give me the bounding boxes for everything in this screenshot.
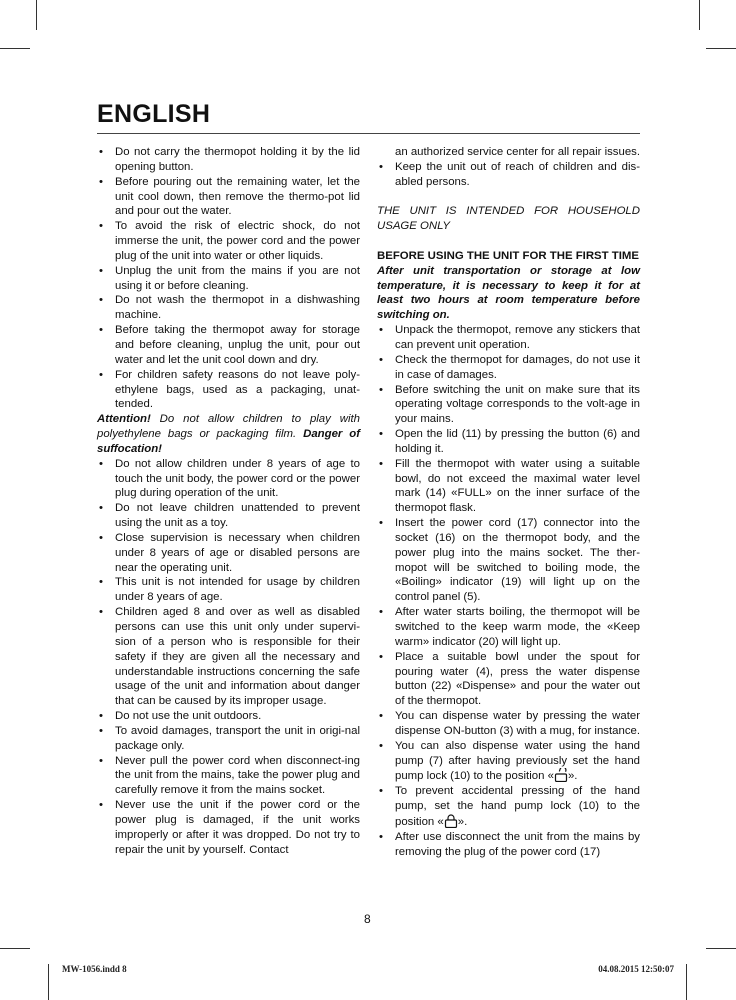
- page-heading: ENGLISH: [97, 100, 211, 128]
- list-item: • You can dispense water by pressing the water dispense ON-button (3) with a mug, for instance.: [377, 709, 640, 739]
- footer-file-name: MW-1056.indd 8: [62, 964, 127, 974]
- list-item: • To avoid damages, transport the unit in origi-nal package only.: [97, 724, 360, 754]
- list-item: • Never pull the power cord when disconnect-ing the unit from the mains, take the power plug and carefully remove it from the mains socket.: [97, 754, 360, 799]
- list-item: • After water starts boiling, the thermopot will be switched to the keep warm mode, the «Keep warm» indicator (20) will light up.: [377, 605, 640, 650]
- list-item: • Do not wash the thermopot in a dishwashing machine.: [97, 293, 360, 323]
- list-item: • Before taking the thermopot away for storage and before cleaning, unplug the unit, pour out water and let the unit cool down and dry.: [97, 323, 360, 368]
- crop-mark: [48, 964, 49, 1000]
- list-item: • This unit is not intended for usage by children under 8 years of age.: [97, 575, 360, 605]
- footer-timestamp: 04.08.2015 12:50:07: [598, 964, 674, 974]
- list-item: • Unplug the unit from the mains if you are not using it or before cleaning.: [97, 264, 360, 294]
- attention-danger: Danger of suffocation!: [97, 428, 360, 455]
- list-item: • Keep the unit out of reach of children and dis-abled persons.: [377, 160, 640, 190]
- step-text-end: ».: [457, 815, 468, 828]
- crop-mark: [0, 48, 30, 49]
- household-note: THE UNIT IS INTENDED FOR HOUSEHOLD USAGE ONLY: [377, 205, 640, 233]
- step-text: You can also dispense water using the hand pump (7) after having previously set the hand pump lock (10) to the position «: [395, 739, 640, 783]
- safety-list: [97, 145, 360, 412]
- list-item-continuation: an authorized service center for all repair issues.: [395, 146, 641, 158]
- list-item: • To avoid the risk of electric shock, do not immerse the unit, the power cord and the power plug of the unit into water or other liquids.: [97, 219, 360, 264]
- right-column: [377, 145, 640, 860]
- step-text: To prevent accidental pressing of the hand pump, set the hand pump lock (10) to the position «: [395, 785, 640, 828]
- locked-padlock-icon: [444, 814, 458, 828]
- list-item: • Do not leave children unattended to prevent using the unit as a toy.: [97, 501, 360, 531]
- section-title: BEFORE USING THE UNIT FOR THE FIRST TIME: [377, 249, 639, 262]
- list-item: • Do not use the unit outdoors.: [97, 709, 360, 724]
- crop-mark: [699, 0, 700, 30]
- crop-mark: [706, 48, 736, 49]
- safety-list-continued: [377, 145, 640, 190]
- unlocked-padlock-icon: [554, 768, 568, 782]
- list-item: • Check the thermopot for damages, do not use it in case of damages.: [377, 353, 640, 383]
- attention-label: Attention!: [97, 413, 151, 426]
- list-item: • Unpack the thermopot, remove any stickers that can prevent unit operation.: [377, 323, 640, 353]
- step-text-end: ».: [567, 770, 578, 783]
- heading-rule: [97, 133, 640, 134]
- list-item: • Fill the thermopot with water using a suitable bowl, do not exceed the maximal water level mark (14) «FULL» on the inner surface of the thermopot flask.: [377, 457, 640, 516]
- list-item: • Insert the power cord (17) connector into the socket (16) on the thermopot body, and the power plug into the mains socket. The ther-mopot will be switched to boiling mode, the «Boiling» indicator (19) will light up on the control panel (5).: [377, 516, 640, 605]
- attention-paragraph: [97, 412, 360, 457]
- list-item: • Place a suitable bowl under the spout for pouring water (4), press the water dispense button (22) «Dispense» and pour the water out of the thermopot.: [377, 650, 640, 709]
- list-item: [377, 784, 640, 830]
- crop-mark: [36, 0, 37, 30]
- first-use-steps: [377, 323, 640, 859]
- left-column: [97, 145, 360, 858]
- attention-text: Do not allow children to play with polyethylene bags or packaging film.: [97, 413, 360, 441]
- list-item: • Never use the unit if the power cord or the power plug is damaged, if the unit works improperly or after it was dropped. Do not try to repair the unit by yourself. Contact: [97, 798, 360, 857]
- list-item: • Before switching the unit on make sure that its operating voltage corresponds to the volt-age in your mains.: [377, 383, 640, 428]
- list-item: • Do not carry the thermopot holding it by the lid opening button.: [97, 145, 360, 175]
- spacer: [377, 190, 640, 205]
- page-number: 8: [364, 912, 371, 926]
- section-note: After unit transportation or storage at low temperature, it is necessary to keep it for at least two hours at room temperature before switching on.: [377, 264, 640, 322]
- list-item: • Do not allow children under 8 years of age to touch the unit body, the power cord or the power plug during operation of the unit.: [97, 457, 360, 502]
- children-safety-list: [97, 457, 360, 858]
- list-item: • Children aged 8 and over as well as disabled persons can use this unit only under supervi-sion of a person who is responsible for their safety if they are given all the necessary and understandable instructions concerning the safe usage of the unit and information about danger that can be caused by its improper usage.: [97, 605, 360, 709]
- list-item: • Before pouring out the remaining water, let the unit cool down, then remove the thermo-pot lid and pour out the water.: [97, 175, 360, 220]
- list-item: [377, 739, 640, 785]
- list-item: • For children safety reasons do not leave poly-ethylene bags, used as a packaging, unat-tended.: [97, 368, 360, 413]
- list-item: • Open the lid (11) by pressing the button (6) and holding it.: [377, 427, 640, 457]
- crop-mark: [0, 948, 30, 949]
- list-item: • After use disconnect the unit from the mains by removing the plug of the power cord (17): [377, 830, 640, 860]
- list-item: • Close supervision is necessary when children under 8 years of age or disabled persons are near the operating unit.: [97, 531, 360, 576]
- crop-mark: [706, 948, 736, 949]
- spacer: [377, 234, 640, 249]
- crop-mark: [686, 964, 687, 1000]
